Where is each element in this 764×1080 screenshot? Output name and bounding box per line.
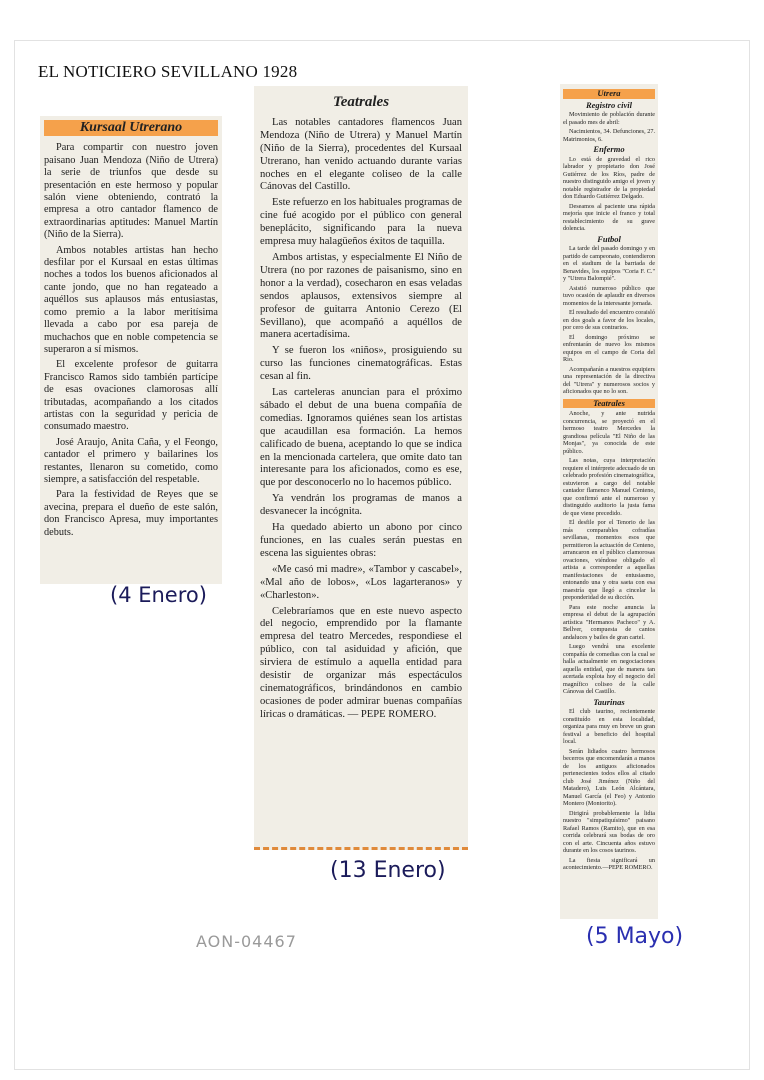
paragraph: El resultado del encuentro coraisló en dos goals a favor de los locales, por cero de sus contrarios. bbox=[563, 309, 655, 331]
paragraph: Ha quedado abierto un abono por cinco funciones, en las cuales serán puestas en escena las siguientes obras: bbox=[260, 522, 462, 559]
section-title: Futbol bbox=[597, 233, 621, 244]
paragraph: Dirigirá probablemente la lidia nuestro "simpatiquísimo" paisano Rafael Ramos (Ramito), que en esa corrida celebrará sus bodas de oro con el arte. Cincuenta años estuvo durante en los cosos taurinos. bbox=[563, 809, 655, 854]
paragraph: Acompañarán a nuestros equipiers una representación de la directiva del "Utrera" y numerosos socios y aficionados que no lo son. bbox=[563, 365, 655, 395]
paragraph: Celebraríamos que en este nuevo aspecto del negocio, emprendido por la flamante empresa del teatro Mercedes, respondiese el público, con tal asiduidad y afición, que sirviera de estímulo a aquella entidad para desistir de organizar más espectáculos cinematográficos, brindándonos en cambio ocasiones de poder admirar buenas compañías líricas o dramáticas. — PEPE ROMERO. bbox=[260, 605, 462, 720]
paragraph: El excelente profesor de guitarra Francisco Ramos sido también partícipe de esas ovaciones clamorosas allí tributadas, acompañando a los citados artistas con la seguridad y pericia de consumado maestro. bbox=[44, 359, 218, 433]
paragraph: El domingo próximo se enfrentarán de nuevo los mismos equipos en el campo de Coria del Río. bbox=[563, 333, 655, 363]
clipping-title: Teatrales bbox=[332, 94, 390, 110]
paragraph: «Me casó mi madre», «Tambor y cascabel», «Mal año de lobos», «Los lagarteranos» y «Charleston». bbox=[260, 563, 462, 601]
paragraph: Anoche, y ante nutrida concurrencia, se proyectó en el hermoso teatro Mercedes la grandiosa película "El Niño de las Monjas", ya conocida de este público. bbox=[563, 410, 655, 455]
paragraph: Lo está de gravedad el rico labrador y propietario don José Gutiérrez de los Ríos, padre de nuestro distinguido amigo el joven y notable registrador de la propiedad don Eduardo Gutiérrez Delgado. bbox=[563, 155, 655, 200]
paragraph: El club taurino, recientemente constituído en esta localidad, organiza para muy en breve un gran festival a beneficio del hospital local. bbox=[563, 708, 655, 745]
clipping-body bbox=[44, 142, 218, 539]
clipping-title: Utrera bbox=[563, 89, 655, 99]
paragraph: Serán lidiados cuatro hermosos becerros que encomendarán a manos de los antiguos aficionados pertenecientes todos ellos al citado club José Jiménez (Niño del Matadero), Luis León Alcántara, Manuel García (el Feo) y Antonio Montero (Montorito). bbox=[563, 747, 655, 807]
clipping-utrera bbox=[560, 84, 658, 919]
paragraph: La tarde del pasado domingo y en partido de campeonato, contendieron en el stadium de la barriada de Benavides, los equipos "Coria F. C." y "Utrera Balompié". bbox=[563, 245, 655, 282]
paragraph: Para compartir con nuestro joven paisano Juan Mendoza (Niño de Utrera) la serie de triunfos que desde su presentación en este hermoso y popular salón viene obteniendo, contrató la empresa a otro cantador flamenco de extraordinarias aptitudes: Manuel Martín (Niño de la Sierra). bbox=[44, 142, 218, 241]
paragraph: Ambos artistas, y especialmente El Niño de Utrera (no por razones de paisanismo, sino en honor a la verdad), cosecharon en esas veladas sendos aplausos, extensivos siempre al profesor de guitarra Antonio Cerezo (El Sevillano), que acompañó a aquéllos de manera acertadísima. bbox=[260, 251, 462, 341]
paragraph: Las notables cantadores flamencos Juan Mendoza (Niño de Utrera) y Manuel Martín (Niño de la Sierra), procedentes del Kursaal Utrerano, han venido actuando durante varias noches en el elegante coliseo de la calle Cánovas del Castillo. bbox=[260, 116, 462, 193]
paragraph: Deseamos al paciente una rápida mejoría que inicie el franco y total restablecimiento de su grave dolencia. bbox=[563, 202, 655, 232]
paragraph: Y se fueron los «niños», prosiguiendo su curso las funciones cinematográficas. Estas cesan al fin. bbox=[260, 345, 462, 383]
paragraph: Movimiento de población durante el pasado mes de abril: bbox=[563, 111, 655, 126]
paragraph: Ya vendrán los programas de manos a desvanecer la incógnita. bbox=[260, 493, 462, 518]
page-title: EL NOTICIERO SEVILLANO 1928 bbox=[38, 62, 298, 81]
section-title: Taurinas bbox=[593, 696, 625, 707]
paragraph: Este refuerzo en los habituales programas de cine fué acogido por el público con general beneplácito, significando para la nueva empresa muy halagüeños éxitos de taquilla. bbox=[260, 197, 462, 248]
clipping-title: Kursaal Utrerano bbox=[44, 120, 218, 136]
handwritten-date: (4 Enero) bbox=[110, 583, 207, 607]
paragraph: Para la festividad de Reyes que se avecina, prepara el dueño de este salón, don Francisco Apresa, muy importantes debuts. bbox=[44, 489, 218, 538]
paragraph: Nacimientos, 34. Defunciones, 27. Matrimonios, 6. bbox=[563, 128, 655, 143]
paragraph: El desfile por el Tenorio de las más comparables cofradías sevillanas, momentos esos que permitieron la actuación de Centeno, arrancaron en el público clamorosas ovaciones, viéndose obligado el artista a corresponder a aquellas manifestaciones de entusiasmo, entonando una y otra saeta con esa maestría que llegó a cincelar la preponderidad de su dicción. bbox=[563, 519, 655, 601]
paragraph: Las notas, cuya interpretación requiere el intérprete adecuado de un celebrado profesión cinematográfica, estuvieron a cargo del notable cantador flamenco Manuel Centeno, que confirmó ante el numeroso y distinguido auditorio la justa fama de que viene precedido. bbox=[563, 457, 655, 517]
paragraph: La fiesta significará un acontecimiento.—PEPE ROMERO. bbox=[563, 856, 655, 871]
paragraph: Asistió numeroso público que tuvo ocasión de aplaudir en diversos momentos de la interesante jornada. bbox=[563, 284, 655, 307]
handwritten-date: (13 Enero) bbox=[330, 858, 446, 883]
section-title: Teatrales bbox=[563, 399, 655, 409]
paragraph: Para este noche anuncia la empresa el debut de la agrupación artística "Hermanos Pacheco" y A. Bellver, compuesta de cantos andaluces y bailes de gran cartel. bbox=[563, 603, 655, 641]
section-title: Registro civil bbox=[585, 99, 633, 110]
handwritten-date: (5 Mayo) bbox=[586, 924, 684, 949]
clipping-teatrales bbox=[254, 86, 468, 850]
paragraph: Las carteleras anuncian para el próximo sábado el debut de una buena compañía de comedias. Ignoramos quiénes sean los artistas que acaudillan esa formación. La hemos calificado de buena, aceptando lo que se indica en la mencionada cartelera, que omite dato tan interesante para los aficionados, como es ese, que por desconocerlo no lo hacemos público. bbox=[260, 387, 462, 489]
section-title: Enfermo bbox=[593, 144, 625, 154]
catalog-number: AON-04467 bbox=[196, 932, 297, 951]
clipping-kursaal bbox=[40, 116, 222, 584]
paragraph: José Araujo, Anita Caña, y el Feongo, cantador el primero y bailarines los restantes, llenaron su cometido, como siempre, a satisfacción del respetable. bbox=[44, 436, 218, 485]
paragraph: Ambos notables artistas han hecho desfilar por el Kursaal en estas últimas noches a todos los buenos aficionados al cante jondo, que no han regateado a aquéllos sus aplausos más entusiastas, como premio a la labor meritísima llevada a cabo por esa pareja de muchachos que en noble competencia se superaron a sí mismos. bbox=[44, 244, 218, 355]
paragraph: Luego vendrá una excelente compañía de comedias con la cual se halla actualmente en negociaciones aquella entidad, que de manera tan acertada explota hoy el negocio del magnífico coliseo de la calle Cánovas del Castillo. bbox=[563, 643, 655, 695]
clipping-body bbox=[260, 117, 462, 722]
clipping-body bbox=[563, 99, 655, 872]
